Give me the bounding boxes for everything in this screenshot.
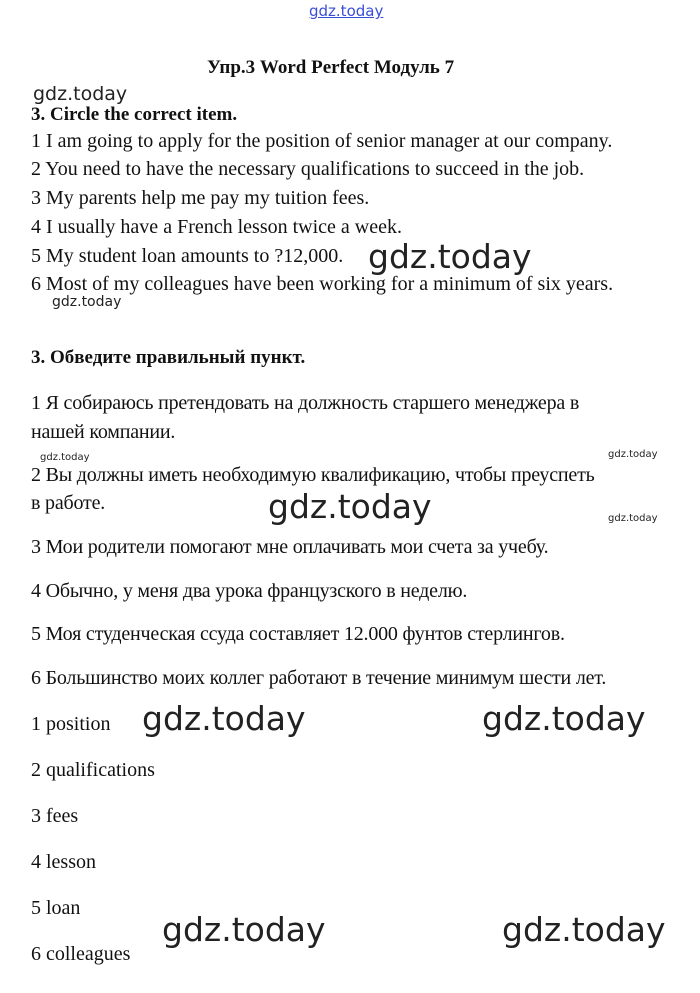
watermark: gdz.today	[482, 699, 646, 738]
watermark: gdz.today	[40, 452, 90, 463]
russian-item-3: 3 Мои родители помогают мне оплачивать мои счета за учебу.	[31, 536, 549, 558]
russian-item-2-line-1: 2 Вы должны иметь необходимую квалификацию, чтобы преуспеть	[31, 464, 595, 486]
english-item-2: 2 You need to have the necessary qualifications to succeed in the job.	[31, 158, 585, 180]
russian-item-6: 6 Большинство моих коллег работают в течение минимум шести лет.	[31, 667, 607, 689]
russian-item-2-line-2: в работе.	[31, 492, 106, 514]
watermark: gdz.today	[52, 294, 122, 310]
watermark: gdz.today	[608, 449, 658, 460]
russian-item-1-line-1: 1 Я собираюсь претендовать на должность старшего менеджера в	[31, 392, 580, 414]
watermark: gdz.today	[502, 910, 666, 949]
russian-item-4: 4 Обычно, у меня два урока французского в неделю.	[31, 580, 468, 602]
english-item-1: 1 I am going to apply for the position of senior manager at our company.	[31, 130, 613, 152]
english-item-6: 6 Most of my colleagues have been working for a minimum of six years.	[31, 273, 614, 295]
answer-6: 6 colleagues	[31, 943, 131, 965]
english-item-5: 5 My student loan amounts to ?12,000.	[31, 245, 344, 267]
russian-heading: 3. Обведите правильный пункт.	[31, 347, 306, 368]
watermark: gdz.today	[162, 910, 326, 949]
watermark: gdz.today	[268, 487, 432, 526]
english-item-3: 3 My parents help me pay my tuition fees.	[31, 187, 370, 209]
watermark: gdz.today	[368, 237, 532, 276]
russian-item-1-line-2: нашей компании.	[31, 421, 176, 443]
english-heading: 3. Circle the correct item.	[31, 104, 238, 125]
answer-4: 4 lesson	[31, 851, 96, 873]
answer-3: 3 fees	[31, 805, 79, 827]
watermark-top-link[interactable]: gdz.today	[309, 2, 384, 20]
answer-5: 5 loan	[31, 897, 81, 919]
russian-item-5: 5 Моя студенческая ссуда составляет 12.000 фунтов стерлингов.	[31, 623, 565, 645]
english-item-4: 4 I usually have a French lesson twice a week.	[31, 216, 402, 238]
watermark: gdz.today	[608, 513, 658, 524]
answer-1: 1 position	[31, 713, 111, 735]
answer-2: 2 qualifications	[31, 759, 155, 781]
page-title: Упр.3 Word Perfect Модуль 7	[207, 57, 455, 78]
watermark: gdz.today	[142, 699, 306, 738]
watermark: gdz.today	[33, 83, 128, 105]
